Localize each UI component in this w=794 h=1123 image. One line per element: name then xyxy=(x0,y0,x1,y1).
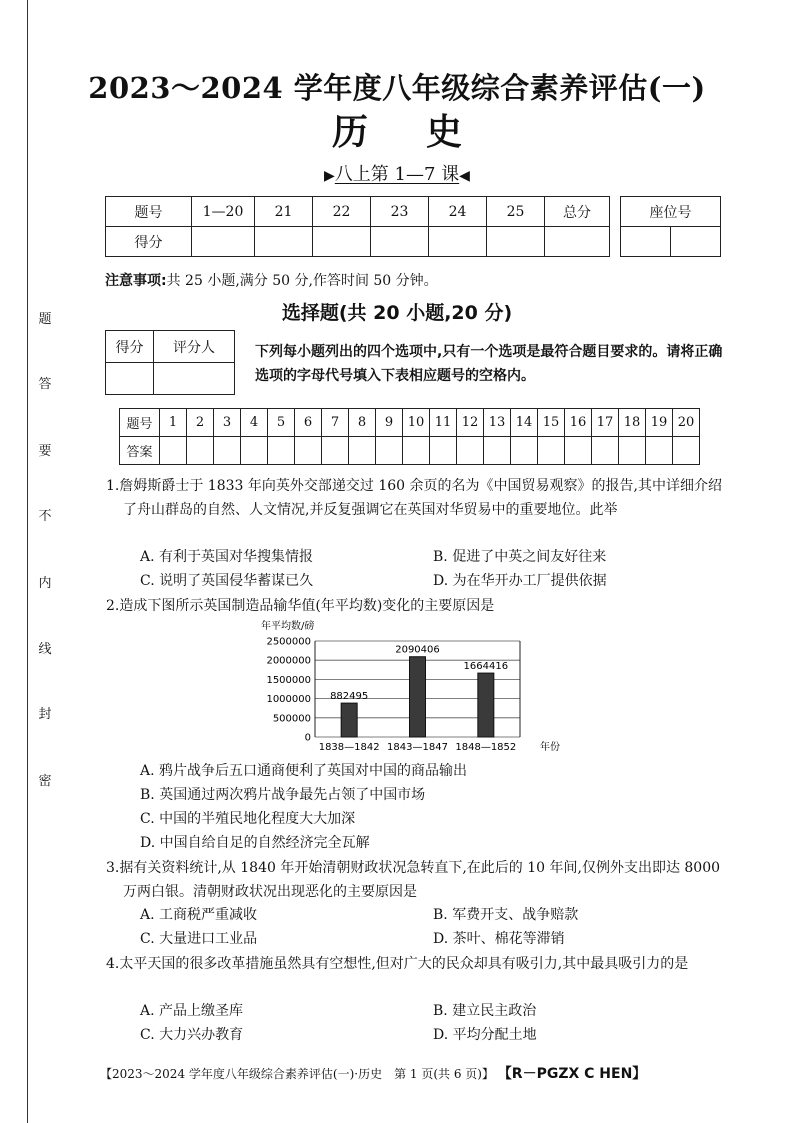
option-a[interactable]: A. 工商税严重减收 xyxy=(140,907,258,923)
option-d[interactable]: D. 平均分配土地 xyxy=(433,1027,537,1043)
answer-blank-cell[interactable] xyxy=(214,437,241,465)
answer-number-cell: 9 xyxy=(376,409,403,437)
chart-bar xyxy=(478,673,494,737)
subject-title: 历史 xyxy=(331,111,520,153)
answer-blank-cell[interactable] xyxy=(268,437,295,465)
question-4 xyxy=(106,952,726,976)
question-stem: 1.詹姆斯爵士于 1833 年向英外交部递交过 160 余页的名为《中国贸易观察》的报告,其中详细介绍了舟山群岛的自然、人文情况,并反复强调它在英国对华贸易中的重要地位。此举 xyxy=(106,478,722,518)
option-a[interactable]: A. 有利于英国对华搜集情报 xyxy=(140,549,314,565)
grader-score-label: 得分 xyxy=(106,331,154,363)
question-1 xyxy=(106,474,726,522)
score-cell: 21 xyxy=(255,197,313,227)
answer-number-cell: 14 xyxy=(511,409,538,437)
answer-blank-cell[interactable] xyxy=(538,437,565,465)
score-table xyxy=(105,196,610,257)
option-b[interactable]: B. 建立民主政治 xyxy=(433,1003,537,1019)
seat-label: 座位号 xyxy=(621,197,721,227)
score-cell: 1—20 xyxy=(192,197,255,227)
score-blank[interactable] xyxy=(371,227,429,257)
option-d[interactable]: D. 茶叶、棉花等滞销 xyxy=(433,931,565,947)
answer-blank-row xyxy=(120,437,700,465)
seal-char: 密 xyxy=(38,774,52,789)
option-c[interactable]: C. 大量进口工业品 xyxy=(140,931,258,947)
notice xyxy=(105,270,438,290)
seat-blank[interactable] xyxy=(621,227,671,257)
score-cell: 25 xyxy=(487,197,545,227)
lesson-scope xyxy=(0,160,794,186)
answer-number-row xyxy=(120,409,700,437)
chart-bar-value-label: 2090406 xyxy=(395,644,440,656)
chart-x-tick-label: 1848—1852 xyxy=(455,742,517,753)
option-a[interactable]: A. 鸦片战争后五口通商便利了英国对中国的商品输出 xyxy=(140,763,468,779)
chart-x-tick-label: 1838—1842 xyxy=(318,742,380,753)
export-bar-chart xyxy=(255,616,585,756)
seat-table xyxy=(620,196,721,257)
seal-char: 要 xyxy=(38,444,52,459)
score-row-label: 得分 xyxy=(106,227,192,257)
scope-text: 八上第 1—7 课 xyxy=(334,164,460,185)
footer-text: 【2023～2024 学年度八年级综合素养评估(一)·历史 第 1 页(共 6 页)】 xyxy=(100,1067,494,1081)
answer-blank-cell[interactable] xyxy=(295,437,322,465)
exam-title: 2023～2024 学年度八年级综合素养评估(一) xyxy=(88,71,706,105)
answer-header-label: 题号 xyxy=(120,409,160,437)
answer-blank-cell[interactable] xyxy=(592,437,619,465)
score-blank[interactable] xyxy=(545,227,610,257)
answer-number-cell: 12 xyxy=(457,409,484,437)
question-stem: 3.据有关资料统计,从 1840 年开始清朝财政状况急转直下,在此后的 10 年间,仅例外支出即达 8000 万两白银。清朝财政状况出现恶化的主要原因是 xyxy=(106,860,721,900)
chart-y-tick-label: 2000000 xyxy=(266,655,311,667)
seat-blank[interactable] xyxy=(671,227,721,257)
seal-char: 线 xyxy=(38,642,52,657)
chart-x-ticks xyxy=(319,742,517,753)
option-c[interactable]: C. 说明了英国侵华蓄谋已久 xyxy=(140,573,314,589)
footer-code: 【R－PGZX C HEN】 xyxy=(497,1066,647,1082)
score-blank[interactable] xyxy=(255,227,313,257)
chart-y-tick-label: 1000000 xyxy=(266,694,311,706)
answer-blank-cell[interactable] xyxy=(241,437,268,465)
chart-y-ticks xyxy=(266,637,311,744)
score-blank[interactable] xyxy=(487,227,545,257)
answer-blank-cell[interactable] xyxy=(160,437,187,465)
option-a[interactable]: A. 产品上缴圣库 xyxy=(140,1003,244,1019)
option-d[interactable]: D. 中国自给自足的自然经济完全瓦解 xyxy=(140,835,370,851)
option-b[interactable]: B. 促进了中英之间友好往来 xyxy=(433,549,607,565)
answer-blank-cell[interactable] xyxy=(646,437,673,465)
scope-left-arrow: ▶ xyxy=(324,168,335,184)
instructions: 下列每小题列出的四个选项中,只有一个选项是最符合题目要求的。请将正确选项的字母代号填入下表相应题号的空格内。 xyxy=(255,344,723,384)
answer-blank-cell[interactable] xyxy=(619,437,646,465)
answer-number-cell: 17 xyxy=(592,409,619,437)
chart-y-tick-label: 0 xyxy=(304,732,311,744)
question-stem: 2.造成下图所示英国制造品输华值(年平均数)变化的主要原因是 xyxy=(106,598,495,614)
score-blank[interactable] xyxy=(313,227,371,257)
seal-char: 内 xyxy=(38,576,52,591)
chart-y-tick-label: 2500000 xyxy=(266,636,311,648)
score-table-score-row xyxy=(106,227,610,257)
grader-name-label: 评分人 xyxy=(154,331,235,363)
option-d[interactable]: D. 为在华开办工厂提供依据 xyxy=(433,573,607,589)
score-cell: 22 xyxy=(313,197,371,227)
answer-number-cell: 8 xyxy=(349,409,376,437)
answer-blank-cell[interactable] xyxy=(403,437,430,465)
score-cell: 总分 xyxy=(545,197,610,227)
answer-number-cell: 3 xyxy=(214,409,241,437)
answer-blank-cell[interactable] xyxy=(430,437,457,465)
answer-number-cell: 10 xyxy=(403,409,430,437)
answer-table xyxy=(119,408,700,465)
answer-blank-cell[interactable] xyxy=(511,437,538,465)
score-table-header-row xyxy=(106,197,610,227)
option-c[interactable]: C. 大力兴办教育 xyxy=(140,1027,244,1043)
chart-bars xyxy=(330,645,508,737)
answer-number-cell: 2 xyxy=(187,409,214,437)
answer-number-cell: 1 xyxy=(160,409,187,437)
score-blank[interactable] xyxy=(429,227,487,257)
answer-blank-cell[interactable] xyxy=(322,437,349,465)
answer-blank-cell[interactable] xyxy=(376,437,403,465)
answer-number-cell: 19 xyxy=(646,409,673,437)
score-cell: 23 xyxy=(371,197,429,227)
answer-blank-cell[interactable] xyxy=(349,437,376,465)
chart-y-tick-label: 1500000 xyxy=(266,674,311,686)
score-blank[interactable] xyxy=(192,227,255,257)
chart-bar xyxy=(410,657,426,737)
chart-bar-value-label: 882495 xyxy=(330,691,369,703)
scope-right-arrow: ◀ xyxy=(459,168,470,184)
notice-label: 注意事项: xyxy=(105,273,167,289)
seal-char: 不 xyxy=(38,509,52,524)
score-cell: 24 xyxy=(429,197,487,227)
chart-bar-value-label: 1664416 xyxy=(463,661,509,673)
grader-name-blank[interactable] xyxy=(154,363,235,395)
option-b[interactable]: B. 英国通过两次鸦片战争最先占领了中国市场 xyxy=(140,787,426,803)
answer-blank-cell[interactable] xyxy=(187,437,214,465)
seal-char: 题 xyxy=(38,312,52,327)
answer-number-cell: 5 xyxy=(268,409,295,437)
answer-blank-cell[interactable] xyxy=(565,437,592,465)
question-2 xyxy=(106,594,726,618)
answer-number-cell: 18 xyxy=(619,409,646,437)
seal-char: 答 xyxy=(38,377,52,392)
answer-number-cell: 6 xyxy=(295,409,322,437)
answer-number-cell: 4 xyxy=(241,409,268,437)
answer-number-cell: 16 xyxy=(565,409,592,437)
chart-y-tick-label: 500000 xyxy=(272,713,311,725)
answer-number-cell: 11 xyxy=(430,409,457,437)
answer-number-cell: 7 xyxy=(322,409,349,437)
answer-number-cell: 15 xyxy=(538,409,565,437)
question-3 xyxy=(106,856,726,904)
option-b[interactable]: B. 军费开支、战争赔款 xyxy=(433,907,579,923)
chart-bar xyxy=(341,703,357,737)
score-cell: 题号 xyxy=(106,197,192,227)
notice-text: 共 25 小题,满分 50 分,作答时间 50 分钟。 xyxy=(166,273,438,289)
answer-blank-cell[interactable] xyxy=(457,437,484,465)
section-title: 选择题(共 20 小题,20 分) xyxy=(281,302,513,324)
answer-blank-cell[interactable] xyxy=(673,437,700,465)
page-footer xyxy=(100,1063,646,1083)
question-stem: 4.太平天国的很多改革措施虽然具有空想性,但对广大的民众却具有吸引力,其中最具吸引力的是 xyxy=(106,956,689,972)
answer-number-cell: 20 xyxy=(673,409,700,437)
chart-x-tick-label: 1843—1847 xyxy=(387,742,448,753)
grader-score-blank[interactable] xyxy=(106,363,154,395)
option-c[interactable]: C. 中国的半殖民地化程度大大加深 xyxy=(140,811,356,827)
answer-blank-cell[interactable] xyxy=(484,437,511,465)
answer-row-label: 答案 xyxy=(120,437,160,465)
chart-x-label: 年份 xyxy=(540,742,560,753)
seal-char: 封 xyxy=(38,707,52,722)
grader-table xyxy=(105,330,235,395)
chart-y-label: 年平均数/磅 xyxy=(261,621,315,632)
answer-number-cell: 13 xyxy=(484,409,511,437)
